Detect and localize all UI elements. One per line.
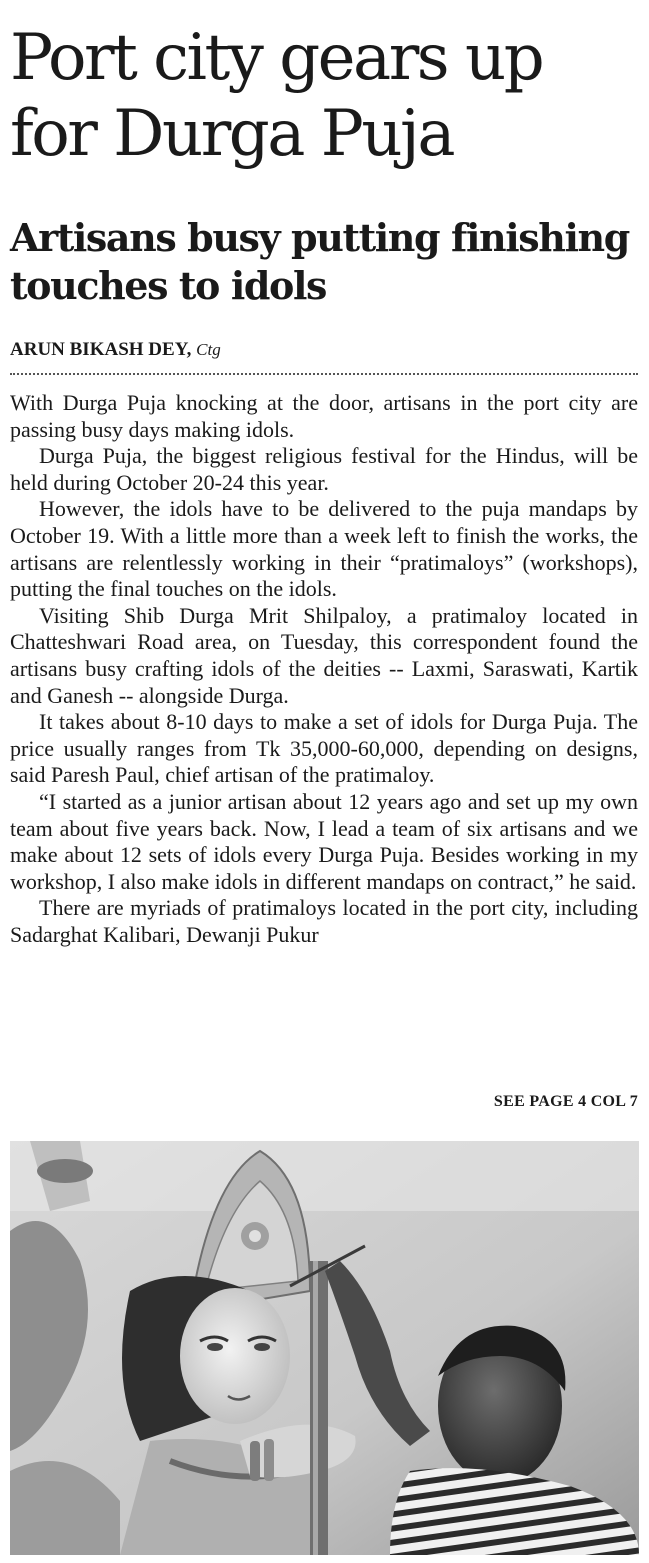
dotted-divider — [10, 373, 638, 375]
paragraph: It takes about 8-10 days to make a set of idols for Durga Puja. The price usually ranges from Tk 35,000-60,000, depending on designs, said Paresh Paul, chief artisan of the pratimaloy. — [10, 709, 638, 788]
paragraph: Visiting Shib Durga Mrit Shilpaloy, a pratimaloy located in Chatteshwari Road area, on Tuesday, this correspondent found the artisans busy crafting idols of the deities -- Laxmi, Saraswati, Kartik and Ganesh -- alongside Durga. — [10, 602, 638, 708]
headline: Port city gears up for Durga Puja — [10, 21, 543, 171]
continued-jump-line: SEE PAGE 4 COL 7 — [493, 1093, 638, 1110]
byline-author: ARUN BIKASH DEY, — [10, 339, 192, 360]
paragraph: However, the idols have to be delivered to the puja mandaps by October 19. With a little more than a week left to finish the works, the artisans are relentlessly working in their “pratimaloys” (workshops), putting the final touches on the idols. — [10, 496, 638, 602]
article-body — [10, 390, 638, 948]
subheadline: Artisans busy putting finishing touches to idols — [10, 215, 629, 308]
paragraph: Durga Puja, the biggest religious festival for the Hindus, will be held during October 20-24 this year. — [10, 443, 638, 495]
paragraph: There are myriads of pratimaloys located in the port city, including Sadarghat Kalibari, Dewanji Pukur — [10, 895, 638, 947]
byline-location: Ctg — [196, 340, 221, 359]
artisan-painting-idol-photo — [10, 1141, 639, 1555]
paragraph: With Durga Puja knocking at the door, artisans in the port city are passing busy days making idols. — [10, 390, 638, 442]
paragraph: “I started as a junior artisan about 12 years ago and set up my own team about five years back. Now, I lead a team of six artisans and we make about 12 sets of idols every Durga Puja. Besides working in my workshop, I also make idols in different mandaps on contract,” he said. — [10, 788, 638, 894]
byline — [10, 338, 221, 362]
